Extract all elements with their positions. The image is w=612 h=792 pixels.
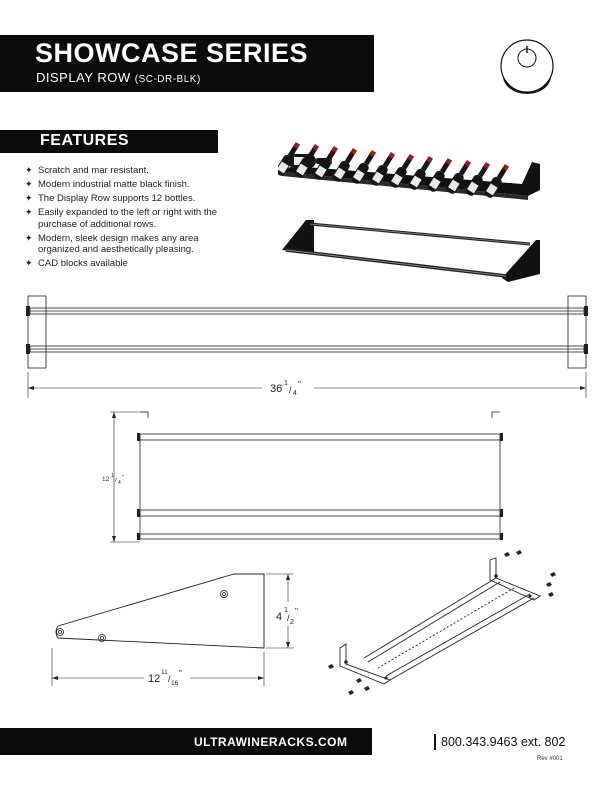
top-view-drawing	[100, 408, 520, 548]
width-dimension-whole: 36	[270, 383, 283, 395]
bullet-icon: ✦	[25, 207, 33, 217]
feature-text: CAD blocks available	[38, 258, 128, 269]
bullet-icon: ✦	[25, 232, 33, 243]
display-row-with-bottles-image	[278, 132, 546, 208]
depth-dimension-den: 4	[118, 480, 121, 486]
depth-dimension-whole: 12	[102, 476, 110, 483]
feature-item	[24, 207, 234, 230]
display-row-empty-image	[280, 214, 544, 284]
height-dimension-num: 1	[284, 607, 288, 614]
width-dimension-slash: /	[289, 385, 292, 395]
width-dimension-inch: "	[298, 380, 301, 389]
depth-dimension-slash: /	[115, 478, 117, 484]
features-heading: FEATURES	[40, 132, 130, 149]
side-dimension-whole: 12	[148, 673, 161, 685]
side-profile-drawing	[44, 568, 302, 690]
feature-text: Scratch and mar resistant.	[38, 165, 149, 176]
feature-item	[24, 179, 234, 191]
width-dimension-den: 4	[293, 390, 297, 397]
side-dimension-num: 11	[161, 669, 168, 676]
height-dimension-slash: /	[287, 613, 290, 623]
height-dimension-den: 2	[290, 619, 294, 626]
side-dimension-den: 16	[171, 680, 179, 687]
height-dimension-inch: "	[295, 607, 298, 616]
feature-item	[24, 193, 234, 205]
feature-text: The Display Row supports 12 bottles.	[38, 193, 196, 204]
features-list	[24, 165, 234, 272]
feature-item	[24, 165, 234, 177]
feature-text: Modern industrial matte black finish.	[38, 179, 190, 190]
feature-text: Easily expanded to the left or right with the purchase of additional rows.	[38, 207, 218, 230]
subtitle-text: DISPLAY ROW	[36, 70, 131, 85]
revision-label: Rev #001	[537, 756, 563, 762]
exploded-isometric-drawing	[320, 548, 580, 698]
model-number: (SC-DR-BLK)	[134, 74, 201, 85]
page-subtitle	[36, 70, 201, 85]
phone-number: 800.343.9463 ext. 802	[441, 735, 566, 749]
side-dimension-inch: "	[179, 669, 182, 678]
height-dimension-whole: 4	[276, 611, 283, 623]
bullet-icon: ✦	[25, 193, 33, 203]
side-dimension-slash: /	[168, 674, 171, 684]
depth-dimension-num: 1	[111, 473, 114, 479]
bullet-icon: ✦	[25, 179, 33, 189]
page-title: SHOWCASE SERIES	[35, 38, 309, 68]
feature-item	[24, 233, 234, 256]
feature-item	[24, 258, 234, 270]
bullet-icon: ✦	[25, 165, 33, 175]
front-elevation-drawing	[24, 292, 590, 402]
phone-divider	[434, 734, 436, 750]
width-dimension-num: 1	[284, 380, 288, 387]
depth-dimension-inch: "	[122, 475, 124, 481]
website-link[interactable]: ULTRAWINERACKS.COM	[194, 735, 348, 749]
bullet-icon: ✦	[25, 258, 33, 268]
feature-text: Modern, sleek design makes any area organized and aesthetically pleasing.	[38, 232, 199, 255]
brand-logo-icon	[497, 38, 557, 96]
